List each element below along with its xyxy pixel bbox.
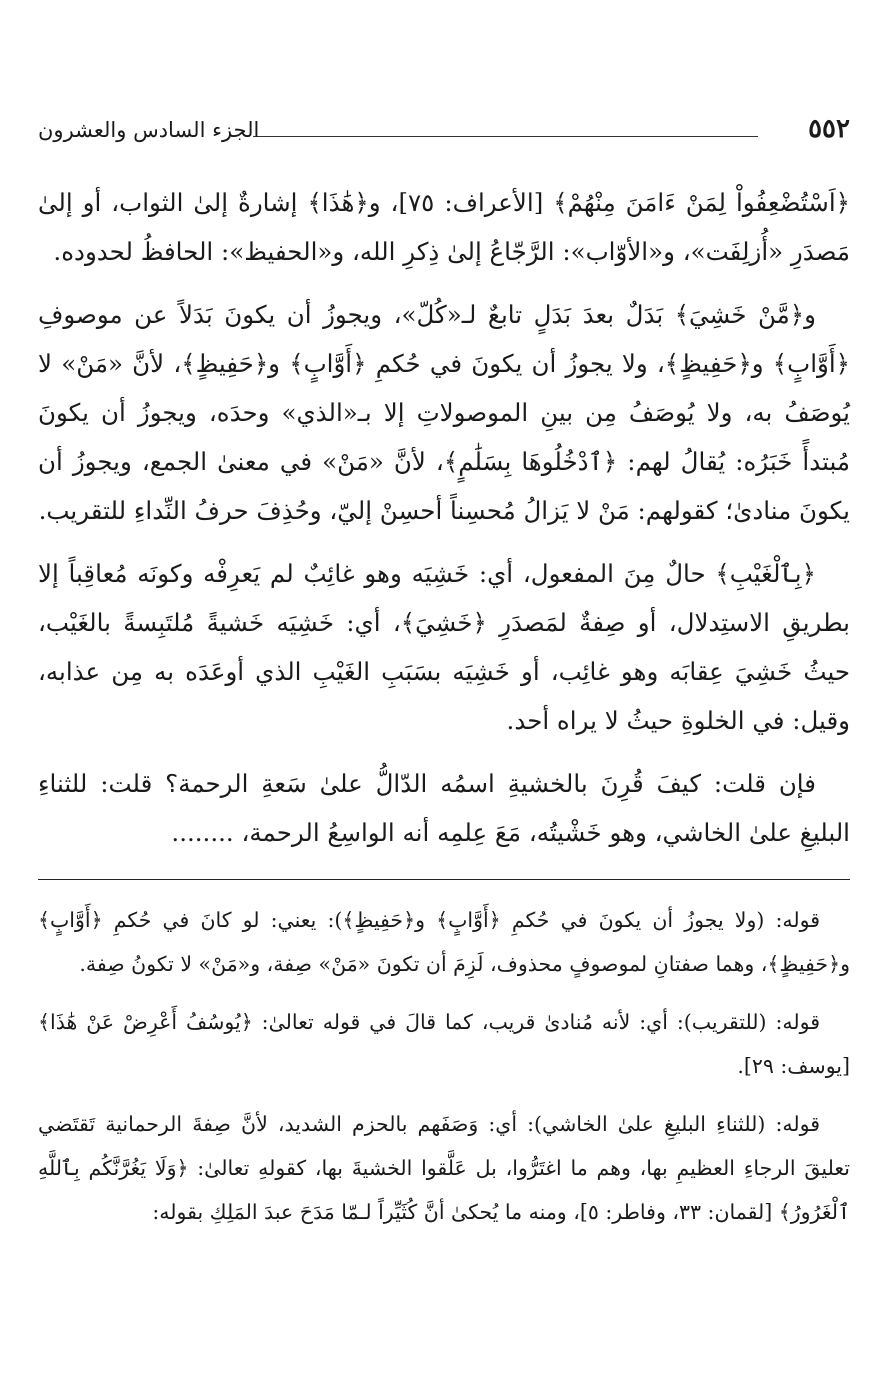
page-number: ٥٥٢: [808, 114, 850, 144]
main-paragraph: و﴿مَّنْ خَشِيَ﴾ بَدَلٌ بعدَ بَدَلٍ تابعٌ لـ«كُلّ»، ويجوزُ أن يكونَ بَدَلاً عن موصوفِ ﴿أَوَّابٍ﴾ و﴿حَفِيظٍ﴾، ولا يجوزُ أن يكونَ في حُكمِ ﴿أَوَّابٍ﴾ و﴿حَفِيظٍ﴾، لأنَّ «مَنْ» لا يُوصَفُ به، ولا يُوصَفُ مِن بينِ الموصولاتِ إلا بـ«الذي» وحدَه، ويجوزُ أن يكونَ مُبتدأً خَبَرُه: يُقالُ لهم: ﴿ٱدْخُلُوهَا بِسَلَٰمٍ﴾، لأنَّ «مَنْ» في معنىٰ الجمع، ويجوزُ أن يكونَ منادىٰ؛ كقولهم: مَنْ لا يَزالُ مُحسِناً أحسِنْ إليّ، وحُذِفَ حرفُ النِّداءِ للتقريب.: [38, 300, 850, 525]
book-page: [38, 112, 850, 1234]
main-paragraph: ﴿اَسْتُضْعِفُواْ لِمَنْ ءَامَنَ مِنْهُمْ﴾ [الأعراف: ٧٥]، و﴿هَٰذَا﴾ إشارةٌ إلىٰ الثواب، أو إلىٰ مَصدَرِ «أُزلِفَت»، و«الأوّاب»: الرَّجّاعُ إلىٰ ذِكرِ الله، و«الحفيظ»: الحافظُ لحدوده.: [38, 188, 850, 266]
page-header: [38, 112, 850, 156]
main-text: [38, 178, 850, 857]
header-rule: [253, 136, 758, 137]
note-paragraph: قوله: (ولا يجوزُ أن يكونَ في حُكمِ ﴿أَوَّابٍ﴾ و﴿حَفِيظٍ﴾): يعني: لو كانَ في حُكمِ ﴿أَوَّابٍ﴾ و﴿حَفِيظٍ﴾، وهما صفتانِ لموصوفٍ محذوف، لَزِمَ أن تكونَ «مَنْ» صِفة، و«مَنْ» لا تكونُ صِفة.: [38, 908, 850, 976]
main-paragraph: ﴿بِٱلْغَيْبِ﴾ حالٌ مِنَ المفعول، أي: خَشِيَه وهو غائِبٌ لم يَعرِفْه وكونَه مُعاقِباً إلا بطريقِ الاستِدلال، أو صِفةٌ لمَصدَرِ ﴿خَشِيَ﴾، أي: خَشِيَه خَشيةً مُلتَبِسةً بالغَيْب، حيثُ خَشِيَ عِقابَه وهو غائِب، أو خَشِيَه بسَبَبِ الغَيْبِ الذي أوعَدَه به مِن عذابه، وقيل: في الخلوةِ حيثُ لا يراه أحد.: [38, 559, 850, 735]
running-title: الجزء السادس والعشرون: [38, 118, 260, 142]
commentary-notes: [38, 898, 850, 1234]
main-paragraph: فإن قلت: كيفَ قُرِنَ بالخشيةِ اسمُه الدّالُّ علىٰ سَعةِ الرحمة؟ قلت: للثناءِ البليغِ علىٰ الخاشي، وهو خَشْيتُه، مَعَ عِلمِه أنه الواسِعُ الرحمة، ........: [38, 769, 850, 847]
footnote-divider: [38, 879, 850, 880]
note-paragraph: قوله: (للتقريب): أي: لأنه مُنادىٰ قريب، كما قالَ في قوله تعالىٰ: ﴿يُوسُفُ أَعْرِضْ عَنْ هَٰذَا﴾ [يوسف: ٢٩].: [38, 1010, 850, 1078]
note-paragraph: قوله: (للثناءِ البليغِ علىٰ الخاشي): أي: وَصَفَهم بالحزم الشديد، لأنَّ صِفةَ الرحمانية تَقتَضي تعليقَ الرجاءِ العظيمِ بها، وهم ما اغتَرُّوا، بل عَلَّقوا الخشيةَ بها، كقولهِ تعالىٰ: ﴿وَلَا يَغُرَّنَّكُم بِٱللَّهِ ٱلْغَرُورُ﴾ [لقمان: ٣٣، وفاطر: ٥]، ومنه ما يُحكىٰ أنَّ كُثَيِّراً لـمّا مَدَحَ عبدَ المَلِكِ بقوله:: [38, 1112, 850, 1224]
